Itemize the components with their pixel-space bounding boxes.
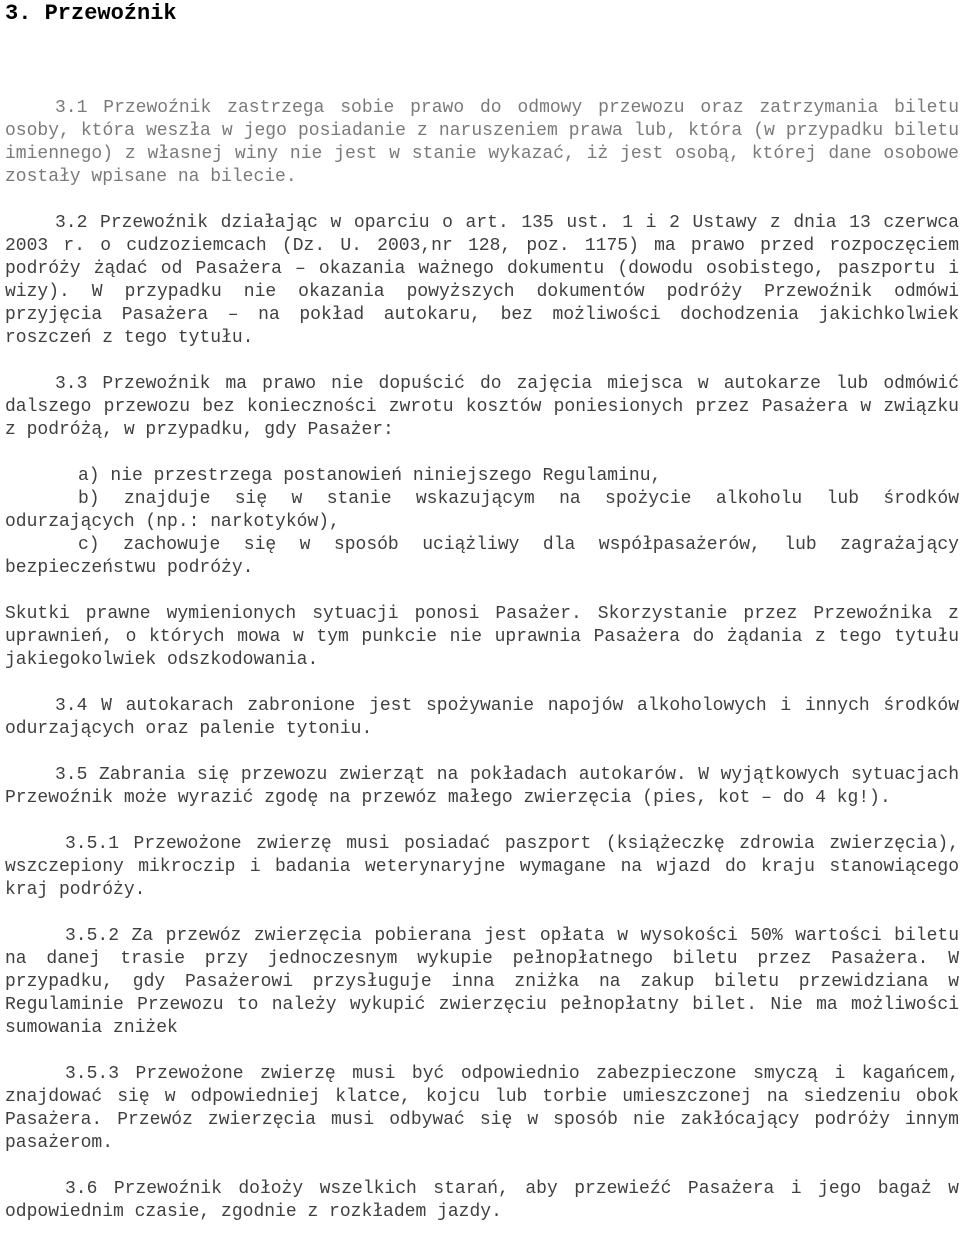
- paragraph-3-4: 3.4 W autokarach zabronione jest spożywanie napojów alkoholowych i innych środków odurzających oraz palenie tytoniu.: [5, 696, 959, 739]
- list-item-b: b) znajduje się w stanie wskazującym na spożycie alkoholu lub środków odurzających (np.: narkotyków),: [5, 489, 959, 532]
- document-page: [5, 0, 959, 1224]
- paragraph-3-6: 3.6 Przewoźnik dołoży wszelkich starań, aby przewieźć Pasażera i jego bagaż w odpowiednim czasie, zgodnie z rozkładem jazdy.: [5, 1179, 959, 1222]
- paragraph-3-5-1: 3.5.1 Przewożone zwierzę musi posiadać paszport (książeczkę zdrowia zwierzęcia), wszczepiony mikroczip i badania weterynaryjne wymagane na wjazd do kraju stanowiącego kraj podróży.: [5, 834, 959, 900]
- paragraph-3-2: 3.2 Przewoźnik działając w oparciu o art. 135 ust. 1 i 2 Ustawy z dnia 13 czerwca 2003 r. o cudzoziemcach (Dz. U. 2003,nr 128, poz. 1175) ma prawo przed rozpoczęciem podróży żądać od Pasażera – okazania ważnego dokumentu (dowodu osobistego, paszportu i wizy). W przypadku nie okazania powyższych dokumentów podróży Przewoźnik odmówi przyjęcia Pasażera – na pokład autokaru, bez możliwości dochodzenia jakichkolwiek roszczeń z tego tytułu.: [5, 213, 959, 348]
- paragraph-3-5-3: 3.5.3 Przewożone zwierzę musi być odpowiednio zabezpieczone smyczą i kagańcem, znajdować się w odpowiedniej klatce, kojcu lub torbie umieszczonej na siedzeniu obok Pasażera. Przewóz zwierzęcia musi odbywać się w sposób nie zakłócający podróży innym pasażerom.: [5, 1064, 959, 1153]
- paragraph-3-1: 3.1 Przewoźnik zastrzega sobie prawo do odmowy przewozu oraz zatrzymania biletu osoby, która weszła w jego posiadanie z naruszeniem prawa lub, która (w przypadku biletu imiennego) z własnej winy nie jest w stanie wykazać, iż jest osobą, której dane osobowe zostały wpisane na bilecie.: [5, 98, 959, 187]
- list-item-c: c) zachowuje się w sposób uciążliwy dla współpasażerów, lub zagrażający bezpieczeństwu podróży.: [5, 535, 959, 578]
- paragraph-3-3: 3.3 Przewoźnik ma prawo nie dopuścić do zajęcia miejsca w autokarze lub odmówić dalszego przewozu bez konieczności zwrotu kosztów poniesionych przez Pasażera w związku z podróżą, w przypadku, gdy Pasażer:: [5, 374, 959, 440]
- paragraph-3-5: 3.5 Zabrania się przewozu zwierząt na pokładach autokarów. W wyjątkowych sytuacjach Przewoźnik może wyrazić zgodę na przewóz małego zwierzęcia (pies, kot – do 4 kg!).: [5, 765, 959, 808]
- section-title: 3. Przewoźnik: [5, 1, 177, 26]
- list-item-a: a) nie przestrzega postanowień niniejszego Regulaminu,: [78, 466, 662, 486]
- paragraph-3-5-2: 3.5.2 Za przewóz zwierzęcia pobierana jest opłata w wysokości 50% wartości biletu na danej trasie przy jednoczesnym wykupie pełnopłatnego biletu przez Pasażera. W przypadku, gdy Pasażerowi przysługuje inna zniżka na zakup biletu przewidziana w Regulaminie Przewozu to należy wykupić zwierzęciu pełnopłatny bilet. Nie ma możliwości sumowania zniżek: [5, 926, 959, 1038]
- paragraph-skutki: Skutki prawne wymienionych sytuacji ponosi Pasażer. Skorzystanie przez Przewoźnika z uprawnień, o których mowa w tym punkcie nie uprawnia Pasażera do żądania z tego tytułu jakiegokolwiek odszkodowania.: [5, 604, 959, 670]
